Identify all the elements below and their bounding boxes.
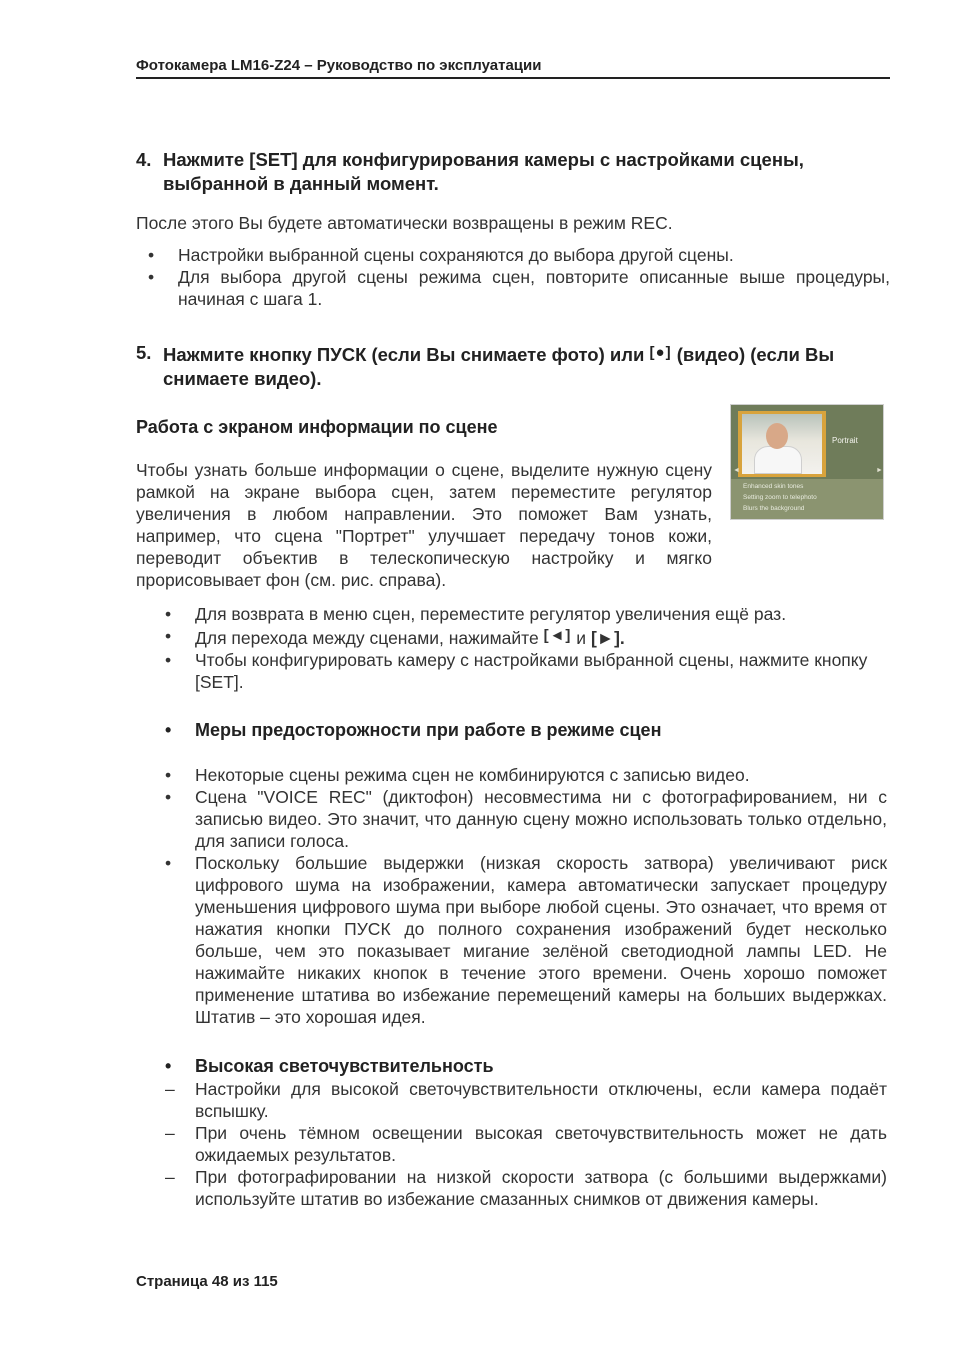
list-item: • Некоторые сцены режима сцен не комбинируются с записью видео.	[165, 765, 750, 785]
list-item: – Настройки для высокой светочувствительности отключены, если камера подаёт вспышку.	[165, 1079, 887, 1121]
video-record-key-icon: [●]	[649, 344, 672, 361]
high-iso-list	[165, 1078, 887, 1210]
left-arrow-icon: ◄	[733, 467, 740, 474]
list-item: • Для возврата в меню сцен, переместите регулятор увеличения ещё раз.	[165, 604, 787, 624]
step-4	[136, 148, 876, 196]
list-item: • Для перехода между сценами, нажимайте [◄] и [►].	[165, 626, 625, 648]
scene-info-screen-image	[730, 404, 884, 520]
step-text: Нажмите кнопку ПУСК (если Вы снимаете фото) или [●] (видео) (если Вы снимаете видео).	[163, 344, 835, 389]
step-5	[136, 341, 876, 391]
portrait-photo-frame	[738, 411, 826, 477]
header-rule	[136, 77, 890, 79]
section-heading: Работа с экраном информации по сцене	[136, 417, 498, 437]
list-item: • Сцена "VOICE REC" (диктофон) несовместима ни с фотографированием, ни с записью видео. Это значит, что данную сцену можно использовать только отдельно, для записи голоса.	[165, 787, 887, 851]
scene-info-text: Enhanced skin tones Setting zoom to telephoto Blurs the background	[743, 483, 817, 512]
step-4-result: После этого Вы будете автоматически возвращены в режим REC.	[136, 213, 673, 233]
precautions-list	[165, 764, 887, 1028]
list-item: • Для выбора другой сцены режима сцен, повторите описанные выше процедуры, начиная с шага 1.	[148, 267, 890, 309]
bullet-list-1	[148, 244, 890, 310]
left-key-icon: [◄]	[543, 627, 572, 644]
high-iso-heading: • Высокая светочувствительность	[165, 1056, 494, 1076]
person-shirt	[754, 446, 802, 474]
portrait-photo	[742, 414, 822, 474]
step-number: 4.	[136, 149, 152, 170]
right-key-icon: [►].	[590, 628, 625, 648]
section-paragraph: Чтобы узнать больше информации о сцене, выделите нужную сцену рамкой на экране выбора сцен, затем переместите регулятор увеличения в любом направлении. Это поможет Вам узнать, например, что сцена "Портрет" улучшает передачу тонов кожи, переводит объектив в телескопическую настройку и мягко прорисовывает фон (см. рис. справа).	[136, 460, 712, 590]
list-item: • Поскольку большие выдержки (низкая скорость затвора) увеличивают риск цифрового шума на изображении, камера автоматически запускает процедуру уменьшения цифрового шума при выборе любой сцены. Это означает, что время от нажатия кнопки ПУСК до полного сохранения изображений будет несколько больше, чем это показывает мигание зелёной светодиодной лампы LED. Не нажимайте никаких кнопок в течение этого времени. Очень хорошо поможет применение штатива во избежание перемещений камеры на больших выдержках. Штатив – это хорошая идея.	[165, 853, 887, 1027]
right-arrow-icon: ►	[876, 467, 883, 474]
precautions-heading: • Меры предосторожности при работе в режиме сцен	[165, 720, 662, 740]
step-text: Нажмите [SET] для конфигурирования камеры с настройками сцены, выбранной в данный момент.	[163, 149, 804, 194]
page-footer: Страница 48 из 115	[136, 1273, 278, 1290]
list-item: • Настройки выбранной сцены сохраняются до выбора другой сцены.	[148, 245, 734, 265]
person-head	[766, 423, 788, 449]
step-number: 5.	[136, 342, 152, 363]
list-item: • Чтобы конфигурировать камеру с настройками выбранной сцены, нажмите кнопку [SET].	[165, 650, 868, 692]
page-header: Фотокамера LM16-Z24 – Руководство по эксплуатации	[136, 57, 542, 74]
scene-label: Portrait	[832, 436, 858, 445]
list-item: – При фотографировании на низкой скорости затвора (с большими выдержками) используйте штатив во избежание смазанных снимков от движения камеры.	[165, 1167, 887, 1209]
list-item: – При очень тёмном освещении высокая светочувствительность может не дать ожидаемых результатов.	[165, 1123, 887, 1165]
bullet-list-2	[165, 603, 885, 693]
